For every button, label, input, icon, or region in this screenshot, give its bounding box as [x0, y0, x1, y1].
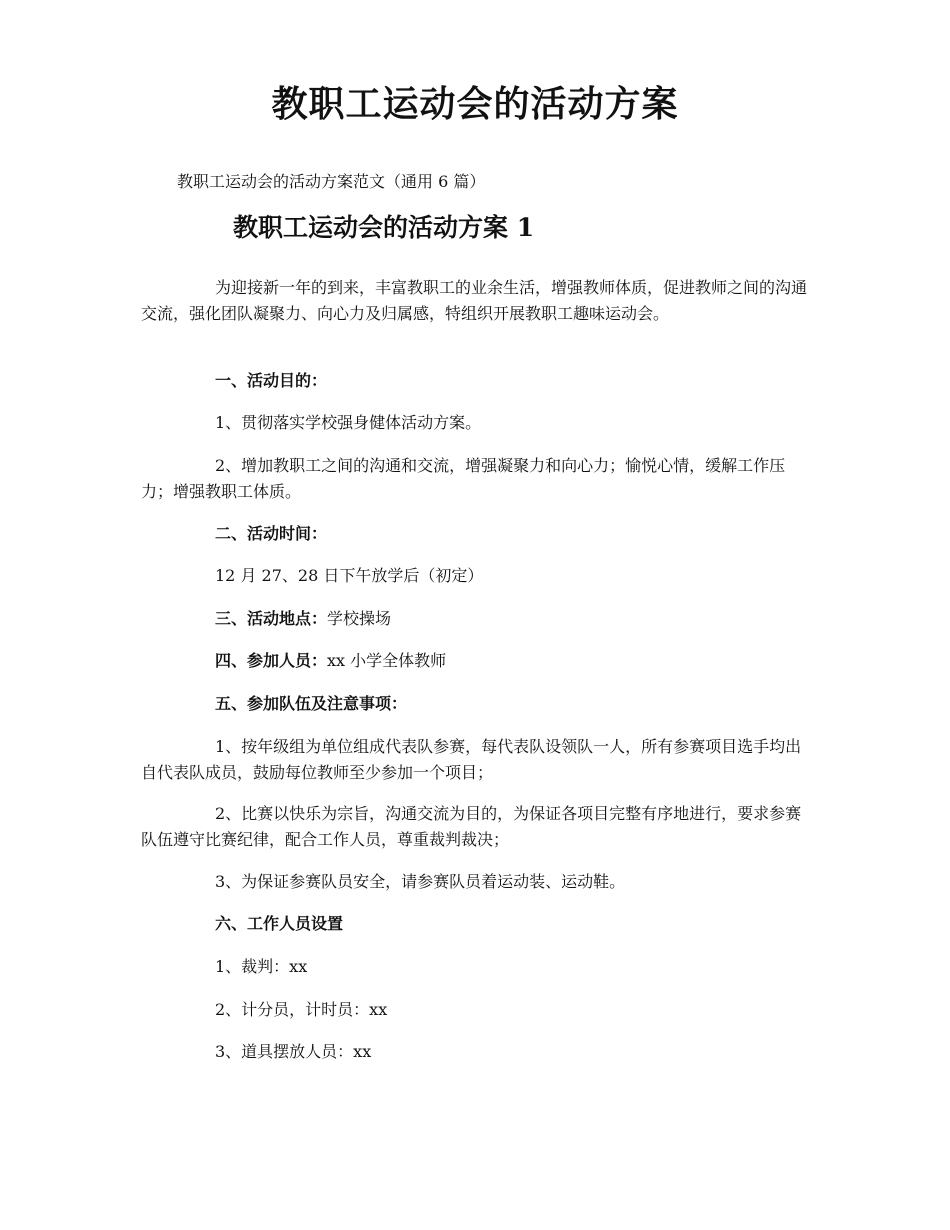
section-5-item-1: 1、按年级组为单位组成代表队参赛，每代表队设领队一人，所有参赛项目选手均出自代表队成员，鼓励每位教师至少参加一个项目；	[141, 737, 802, 782]
section-6-item-1: 1、裁判：xx	[215, 957, 308, 976]
section-6-item-2: 2、计分员，计时员：xx	[215, 1000, 388, 1019]
section-1-heading: 一、活动目的：	[215, 371, 328, 390]
section-3-heading: 三、活动地点：	[215, 609, 328, 628]
section-title: 教职工运动会的活动方案 1	[233, 213, 535, 242]
section-1-item-2: 2、增加教职工之间的沟通和交流，增强凝聚力和向心力；愉悦心情，缓解工作压力；增强教职工体质。	[141, 456, 786, 501]
section-5-item-2: 2、比赛以快乐为宗旨，沟通交流为目的，为保证各项目完整有序地进行，要求参赛队伍遵守比赛纪律，配合工作人员，尊重裁判裁决；	[141, 804, 802, 849]
intro-paragraph: 为迎接新一年的到来，丰富教职工的业余生活，增强教师体质，促进教师之间的沟通交流，强化团队凝聚力、向心力及归属感，特组织开展教职工趣味运动会。	[141, 278, 808, 323]
document-title: 教职工运动会的活动方案	[271, 83, 679, 125]
section-4-value: xx 小学全体教师	[327, 651, 447, 670]
section-2-value: 12 月 27、28 日下午放学后（初定）	[215, 566, 484, 585]
section-3-line	[215, 606, 391, 632]
document-subtitle: 教职工运动会的活动方案范文（通用 6 篇）	[177, 172, 486, 191]
section-4-heading: 四、参加人员：	[215, 651, 328, 670]
section-3-value: 学校操场	[327, 609, 392, 628]
section-5-item-3: 3、为保证参赛队员安全，请参赛队员着运动装、运动鞋。	[215, 872, 626, 891]
section-6-heading: 六、工作人员设置	[215, 914, 344, 933]
section-5-heading: 五、参加队伍及注意事项：	[215, 694, 408, 713]
section-1-item-1: 1、贯彻落实学校强身健体活动方案。	[215, 413, 482, 432]
section-6-item-3: 3、道具摆放人员：xx	[215, 1042, 372, 1061]
section-2-heading: 二、活动时间：	[215, 524, 328, 543]
section-4-line	[215, 648, 446, 674]
